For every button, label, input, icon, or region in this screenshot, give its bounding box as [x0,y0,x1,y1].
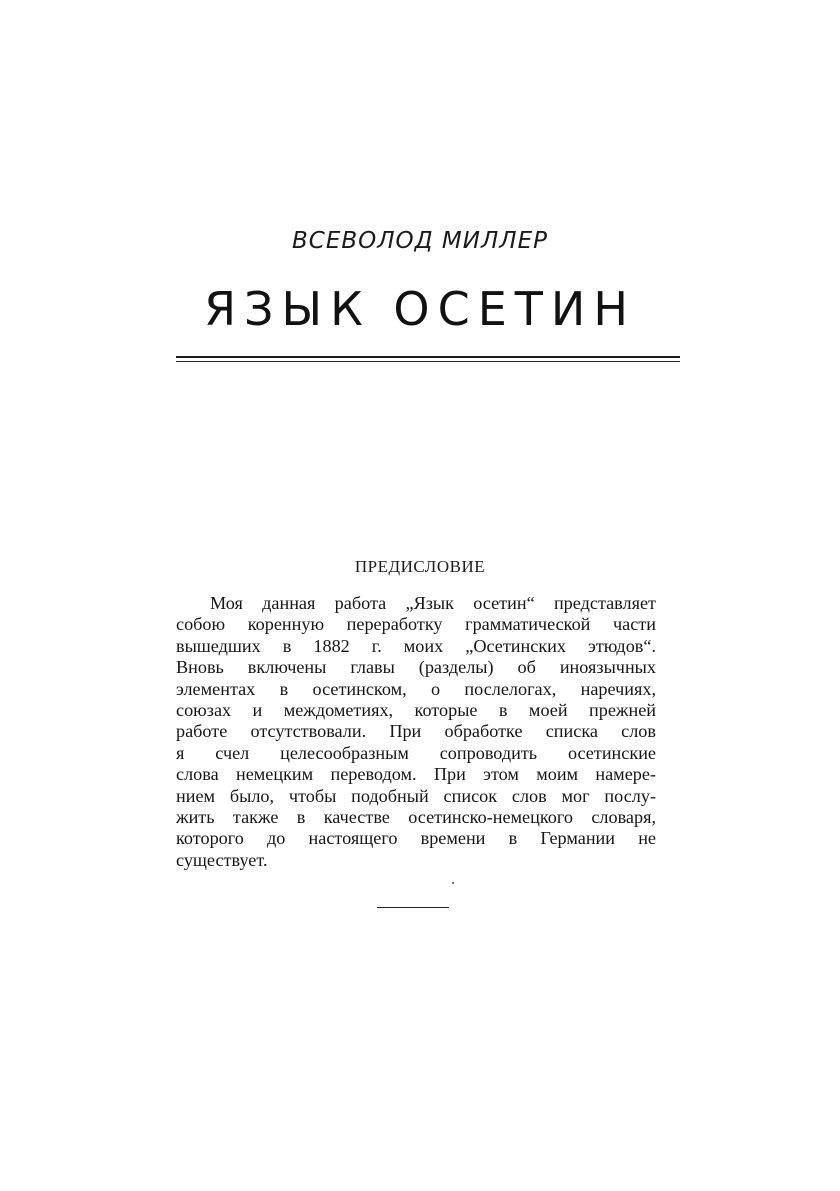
rule-thin-line [176,361,680,362]
preface-line: которого до настоящего времени в Германии не [176,828,656,849]
preface-line: я счел целесообразным сопроводить осетинские [176,742,656,763]
author-name: ВСЕВОЛОД МИЛЛЕР [292,228,548,254]
book-title: ЯЗЫК ОСЕТИН [204,282,636,336]
preface-heading: ПРЕДИСЛОВИЕ [354,557,486,576]
preface-line: слова немецким переводом. При этом моим намере- [176,764,656,785]
print-speck [452,882,454,884]
preface-line: вышедших в 1882 г. моих „Осетинских этюдов“. [176,635,656,656]
preface-line: элементах в осетинском, о послелогах, наречиях, [176,678,656,699]
preface-line: союзах и междометиях, которые в моей прежней [176,699,656,720]
preface-line: работе отсутствовали. При обработке списка слов [176,721,656,742]
preface-line: существует. [176,849,268,870]
preface-paragraph [176,593,656,871]
preface-line: Вновь включены главы (разделы) об иноязычных [176,657,656,678]
preface-line: жить также в качестве осетинско-немецкого словаря, [176,806,656,827]
preface-line: нием было, чтобы подобный список слов мог послу- [176,785,656,806]
end-rule [377,907,449,908]
rule-thick-line [176,356,680,358]
title-double-rule [176,356,680,364]
preface-line: Моя данная работа „Язык осетин“ представляет [210,593,656,613]
preface-line: собою коренную переработку грамматической части [176,614,656,635]
